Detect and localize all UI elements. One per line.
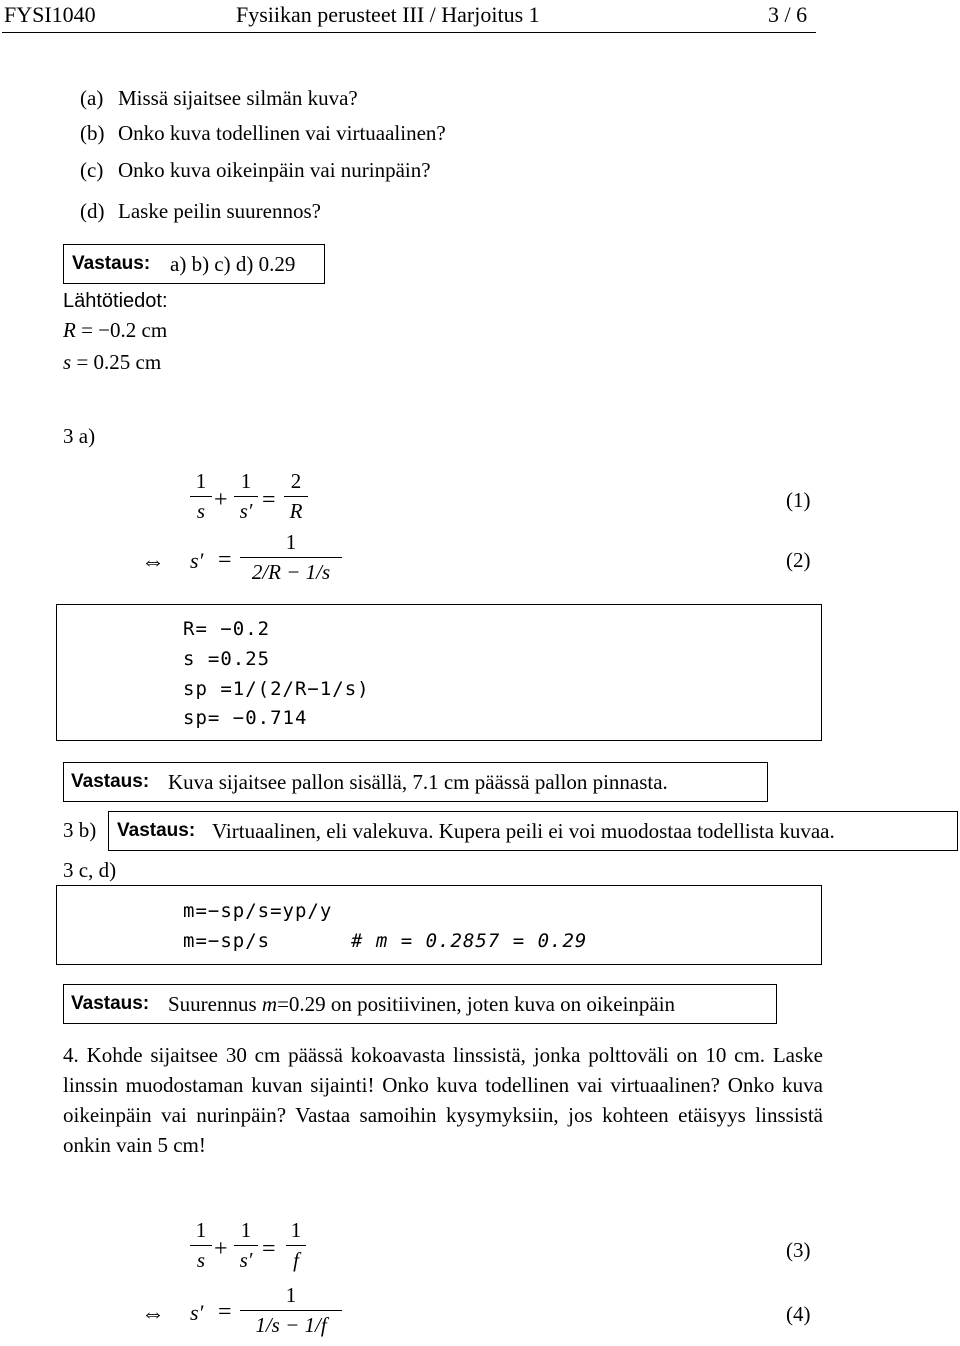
answer-3cd-text	[168, 992, 675, 1017]
answer-3a-label: Vastaus:	[71, 771, 150, 792]
question-b-text: Onko kuva todellinen vai virtuaalinen?	[118, 121, 446, 145]
eq3-f2-denominator: s′	[239, 1248, 253, 1273]
question-a-text: Missä sijaitsee silmän kuva?	[118, 86, 358, 110]
part-3cd-label: 3 c, d)	[63, 858, 117, 882]
code-line-2: s =0.25	[183, 648, 271, 670]
equation-number-3: (3)	[786, 1238, 811, 1262]
eq1-plus: +	[214, 487, 228, 513]
eq3-plus: +	[214, 1236, 228, 1262]
radius-value: = −0.2 cm	[81, 318, 168, 342]
eq1-f3-numerator: 2	[290, 469, 302, 493]
eq1-f3-denominator: R	[289, 499, 303, 524]
eq1-equals: =	[262, 487, 276, 513]
eq4-numerator: 1	[285, 1283, 297, 1307]
answer-3a-text: Kuva sijaitsee pallon sisällä, 7.1 cm päässä pallon pinnasta.	[168, 770, 668, 794]
eq4-lhs: s′	[190, 1300, 204, 1325]
part-3a-label: 3 a)	[63, 424, 96, 448]
course-code: FYSI1040	[4, 2, 96, 27]
eq3-f2-numerator: 1	[240, 1218, 252, 1242]
given-distance	[63, 350, 161, 375]
equation-number-2: (2)	[786, 548, 811, 572]
eq3-fraction-1	[190, 1218, 212, 1273]
part-3b-label: 3 b)	[63, 818, 97, 842]
code-box-3a	[56, 604, 822, 741]
question-d-text: Laske peilin suurennos?	[118, 199, 321, 223]
eq3-f3-numerator: 1	[290, 1218, 302, 1242]
code-box-3cd	[56, 885, 822, 965]
code-line-3cd-1: m=−sp/s=yp/y	[183, 900, 333, 922]
eq2-lhs: s′	[190, 548, 204, 573]
eq2-equals: =	[218, 547, 232, 573]
eq1-f2-denominator: s′	[239, 499, 253, 524]
code-comment-3cd: # m = 0.2857 = 0.29	[351, 930, 588, 952]
given-heading: Lähtötiedot:	[63, 290, 168, 312]
radius-variable: R	[63, 318, 76, 342]
eq1-fraction-2	[234, 469, 258, 524]
header-rule	[2, 32, 816, 33]
answer-box-top	[63, 244, 325, 284]
eq4-equals: =	[218, 1299, 232, 1325]
problem-4-text: 4. Kohde sijaitsee 30 cm päässä kokoavasta linssistä, jonka polttoväli on 10 cm. Laske linssin muodostaman kuvan sijainti! Onko kuva todellinen vai virtuaalinen? Onko kuva oikeinpäin vai nurinpäin? Vastaa samoihin kysymyksiin, jos kohteen etäisyys linssistä onkin vain 5 cm!	[63, 1043, 823, 1157]
question-a-label: (a)	[80, 86, 104, 110]
code-line-3cd-2: m=−sp/s	[183, 930, 271, 952]
code-line-1: R= −0.2	[183, 618, 271, 640]
answer-3cd-label: Vastaus:	[71, 993, 150, 1014]
distance-value: = 0.25 cm	[76, 350, 162, 374]
answer-box-3a	[63, 762, 768, 802]
answer-box-3b	[108, 811, 958, 851]
answer-label: Vastaus:	[72, 253, 151, 274]
iff-symbol-2: ⇔	[141, 1301, 165, 1327]
page-number: 3 / 6	[768, 2, 808, 27]
question-c-text: Onko kuva oikeinpäin vai nurinpäin?	[118, 158, 431, 182]
given-radius	[63, 318, 167, 343]
answer-text: a) b) c) d) 0.29	[170, 252, 296, 276]
answer-3cd-post: =0.29 on positiivinen, joten kuva on oikeinpäin	[277, 992, 676, 1016]
question-d-label: (d)	[80, 199, 105, 223]
eq2-denominator: 2/R − 1/s	[251, 560, 331, 585]
page-title: Fysiikan perusteet III / Harjoitus 1	[236, 2, 540, 27]
iff-symbol: ⇔	[141, 549, 165, 575]
eq4-fraction	[240, 1283, 342, 1338]
eq1-fraction-3	[284, 469, 308, 524]
answer-3cd-variable: m	[261, 992, 278, 1016]
answer-3b-label: Vastaus:	[117, 820, 196, 841]
question-b-label: (b)	[80, 121, 105, 145]
eq1-f2-numerator: 1	[240, 469, 252, 493]
code-line-4: sp= −0.714	[183, 707, 308, 729]
eq1-f1-denominator: s	[196, 499, 206, 524]
eq3-f1-denominator: s	[196, 1248, 206, 1273]
eq1-fraction-1	[190, 469, 212, 524]
equation-number-1: (1)	[786, 488, 811, 512]
eq2-fraction	[240, 530, 342, 585]
eq4-denominator: 1/s − 1/f	[255, 1313, 327, 1338]
answer-3b-text: Virtuaalinen, eli valekuva. Kupera peili ei voi muodostaa todellista kuvaa.	[212, 819, 835, 843]
distance-variable: s	[63, 350, 72, 374]
eq3-f1-numerator: 1	[195, 1218, 207, 1242]
question-c-label: (c)	[80, 158, 104, 182]
eq3-equals: =	[262, 1236, 276, 1262]
eq1-f1-numerator: 1	[195, 469, 207, 493]
eq3-fraction-2	[234, 1218, 258, 1273]
code-line-3: sp =1/(2/R−1/s)	[183, 678, 370, 700]
answer-box-3cd	[63, 984, 777, 1024]
eq3-fraction-3	[286, 1218, 306, 1273]
eq3-f3-denominator: f	[293, 1248, 299, 1273]
eq2-numerator: 1	[285, 530, 297, 554]
equation-number-4: (4)	[786, 1302, 811, 1326]
answer-3cd-pre: Suurennus	[168, 992, 262, 1016]
